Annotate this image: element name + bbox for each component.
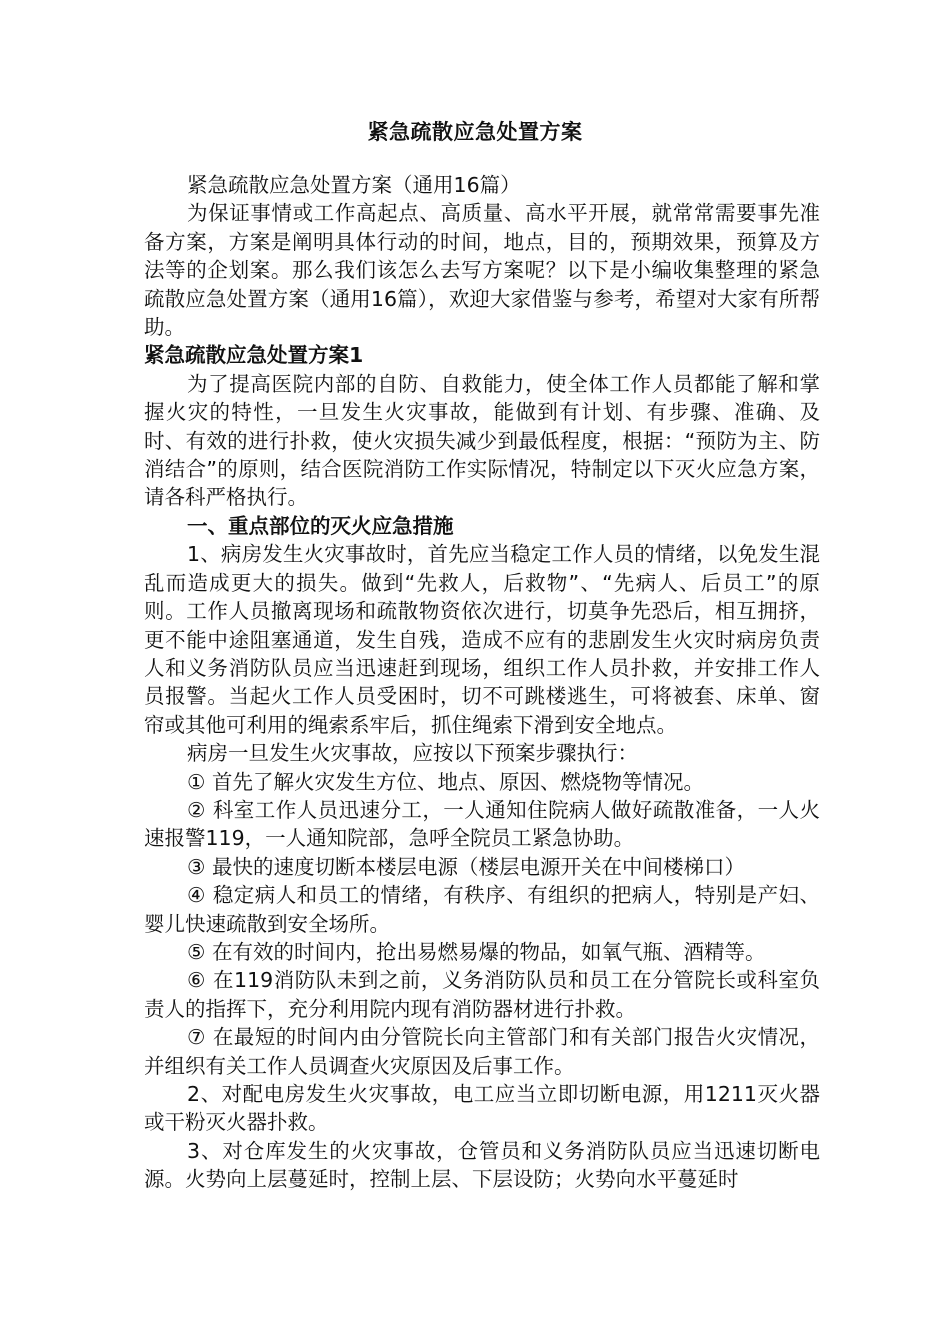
intro-paragraph: 为保证事情或工作高起点、高质量、高水平开展，就常常需要事先准备方案，方案是阐明具体行动的时间，地点，目的，预期效果，预算及方法等的企划案。那么我们该怎么去写方案呢？以下是小编收集整理的紧急疏散应急处置方案（通用16篇），欢迎大家借鉴与参考，希望对大家有所帮助。 bbox=[144, 201, 820, 340]
list-item: ③ 最快的速度切断本楼层电源（楼层电源开关在中间楼梯口） bbox=[187, 854, 745, 879]
body-paragraph: 3、对仓库发生的火灾事故，仓管员和义务消防队员应当迅速切断电源。火势向上层蔓延时，控制上层、下层设防；火势向水平蔓延时 bbox=[144, 1138, 820, 1192]
body-paragraph: 1、病房发生火灾事故时，首先应当稳定工作人员的情绪，以免发生混乱而造成更大的损失。做到“先救人，后救物”、“先病人、后员工”的原则。工作人员撤离现场和疏散物资依次进行，切莫争先恐后，相互拥挤，更不能中途阻塞通道，发生自残，造成不应有的悲剧发生火灾时病房负责人和义务消防队员应当迅速赶到现场，组织工作人员扑救，并安排工作人员报警。当起火工作人员受困时，切不可跳楼逃生，可将被套、床单、窗帘或其他可利用的绳索系牢后，抓住绳索下滑到安全地点。 bbox=[144, 542, 820, 737]
document-title: 紧急疏散应急处置方案 bbox=[367, 120, 583, 144]
list-item: ⑤ 在有效的时间内，抢出易燃易爆的物品，如氧气瓶、酒精等。 bbox=[187, 939, 766, 964]
document-body bbox=[144, 171, 820, 1194]
body-paragraph: 病房一旦发生火灾事故，应按以下预案步骤执行： bbox=[187, 741, 639, 766]
subtitle-paragraph: 紧急疏散应急处置方案（通用16篇） bbox=[187, 173, 521, 197]
list-item: ⑦ 在最短的时间内由分管院长向主管部门和有关部门报告火灾情况，并组织有关工作人员调查火灾原因及后事工作。 bbox=[144, 1025, 820, 1078]
list-item: ④ 稳定病人和员工的情绪，有秩序、有组织的把病人，特别是产妇、婴儿快速疏散到安全场所。 bbox=[144, 883, 820, 936]
subsection-heading: 一、重点部位的灭火应急措施 bbox=[187, 513, 454, 538]
section-heading: 紧急疏散应急处置方案1 bbox=[144, 343, 364, 368]
list-item: ① 首先了解火灾发生方位、地点、原因、燃烧物等情况。 bbox=[187, 769, 704, 794]
list-item: ⑥ 在119消防队未到之前，义务消防队员和员工在分管院长或科室负责人的指挥下，充分利用院内现有消防器材进行扑救。 bbox=[144, 968, 820, 1021]
list-item: ② 科室工作人员迅速分工，一人通知住院病人做好疏散准备，一人火速报警119，一人通知院部，急呼全院员工紧急协助。 bbox=[144, 797, 820, 851]
body-paragraph: 为了提高医院内部的自防、自救能力，使全体工作人员都能了解和掌握火灾的特性，一旦发生火灾事故，能做到有计划、有步骤、准确、及时、有效的进行扑救，使火灾损失减少到最低程度，根据：“预防为主、防消结合”的原则，结合医院消防工作实际情况，特制定以下灭火应急方案，请各科严格执行。 bbox=[144, 371, 820, 510]
body-paragraph: 2、对配电房发生火灾事故，电工应当立即切断电源，用1211灭火器或干粉灭火器扑救。 bbox=[144, 1082, 820, 1135]
